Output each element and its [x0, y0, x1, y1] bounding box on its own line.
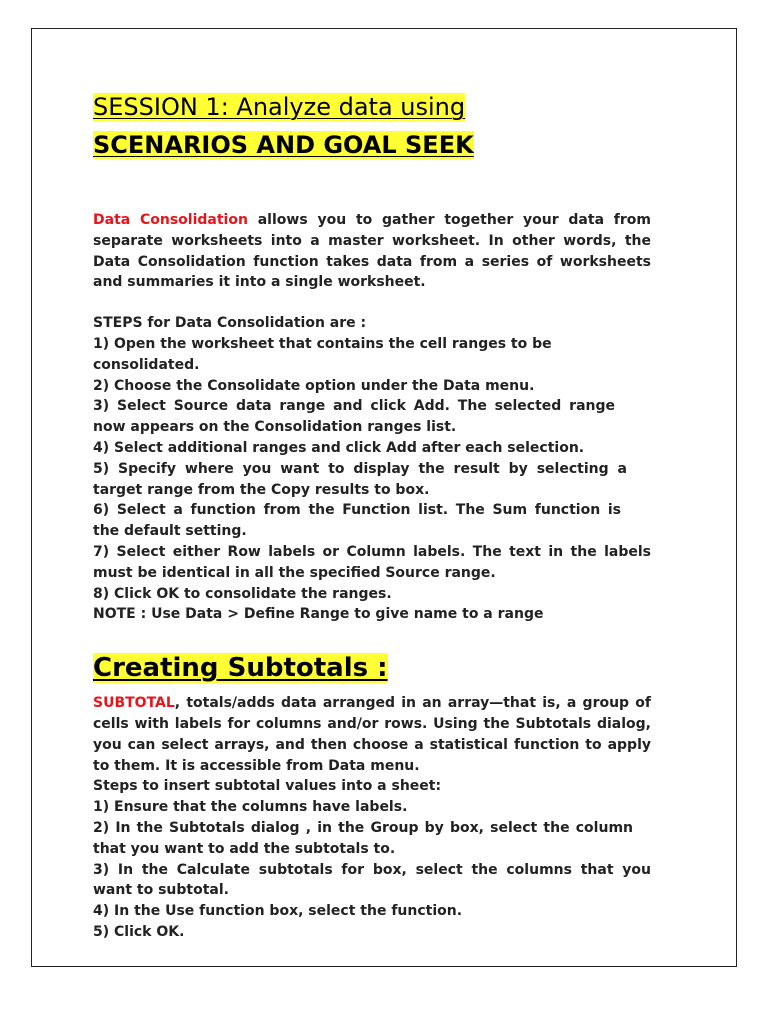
consolidation-intro-text: allows you to gather together your data from separate worksheets into a master worksheet. In other words, the Data Consolidation function takes data from a series of worksheets and summaries it into a single worksheet.	[93, 212, 651, 291]
consolidation-step-6: 6) Select a function from the Function list. The Sum function is the default setting.	[93, 502, 621, 540]
consolidation-intro	[93, 210, 651, 293]
document-content	[93, 88, 651, 943]
consolidation-step-7: 7) Select either Row labels or Column labels. The text in the labels must be identical in all the specified Source range.	[93, 543, 651, 581]
consolidation-step-4: 4) Select additional ranges and click Add after each selection.	[93, 439, 585, 456]
subtotals-heading	[93, 651, 651, 685]
subtotals-heading-text: Creating Subtotals :	[93, 653, 388, 684]
subtotals-step-4: 4) In the Use function box, select the function.	[93, 903, 463, 920]
consolidation-step-5: 5) Specify where you want to display the result by selecting a target range from the Copy results to box.	[93, 460, 627, 498]
session-title	[93, 88, 651, 164]
session-title-line2: SCENARIOS AND GOAL SEEK	[93, 131, 474, 159]
consolidation-step-8: 8) Click OK to consolidate the ranges.	[93, 585, 392, 602]
subtotals-intro-text: , totals/adds data arranged in an array—that is, a group of cells with labels for columns and/or rows. Using the Subtotals dialog, you can select arrays, and then choose a statistical function to apply to them. It is accessible from Data menu.	[93, 695, 651, 774]
subtotals-step-2: 2) In the Subtotals dialog , in the Group by box, select the column that you want to add the subtotals to.	[93, 819, 633, 857]
consolidation-step-2: 2) Choose the Consolidate option under the Data menu.	[93, 377, 535, 394]
consolidation-note: NOTE : Use Data > Define Range to give name to a range	[93, 606, 544, 623]
consolidation-step-3: 3) Select Source data range and click Add. The selected range now appears on the Consolidation ranges list.	[93, 398, 615, 436]
subtotals-step-1: 1) Ensure that the columns have labels.	[93, 799, 408, 816]
consolidation-step-1: 1) Open the worksheet that contains the cell ranges to be consolidated.	[93, 335, 552, 373]
subtotals-step-5: 5) Click OK.	[93, 923, 185, 940]
subtotals-step-3: 3) In the Calculate subtotals for box, select the columns that you want to subtotal.	[93, 861, 651, 899]
subtotals-term: SUBTOTAL	[93, 695, 175, 712]
consolidation-term: Data Consolidation	[93, 212, 248, 228]
subtotals-intro	[93, 693, 651, 776]
subtotals-steps-heading: Steps to insert subtotal values into a sheet:	[93, 778, 442, 795]
session-title-line1: SESSION 1: Analyze data using	[93, 93, 466, 121]
consolidation-steps-heading: STEPS for Data Consolidation are :	[93, 315, 367, 332]
